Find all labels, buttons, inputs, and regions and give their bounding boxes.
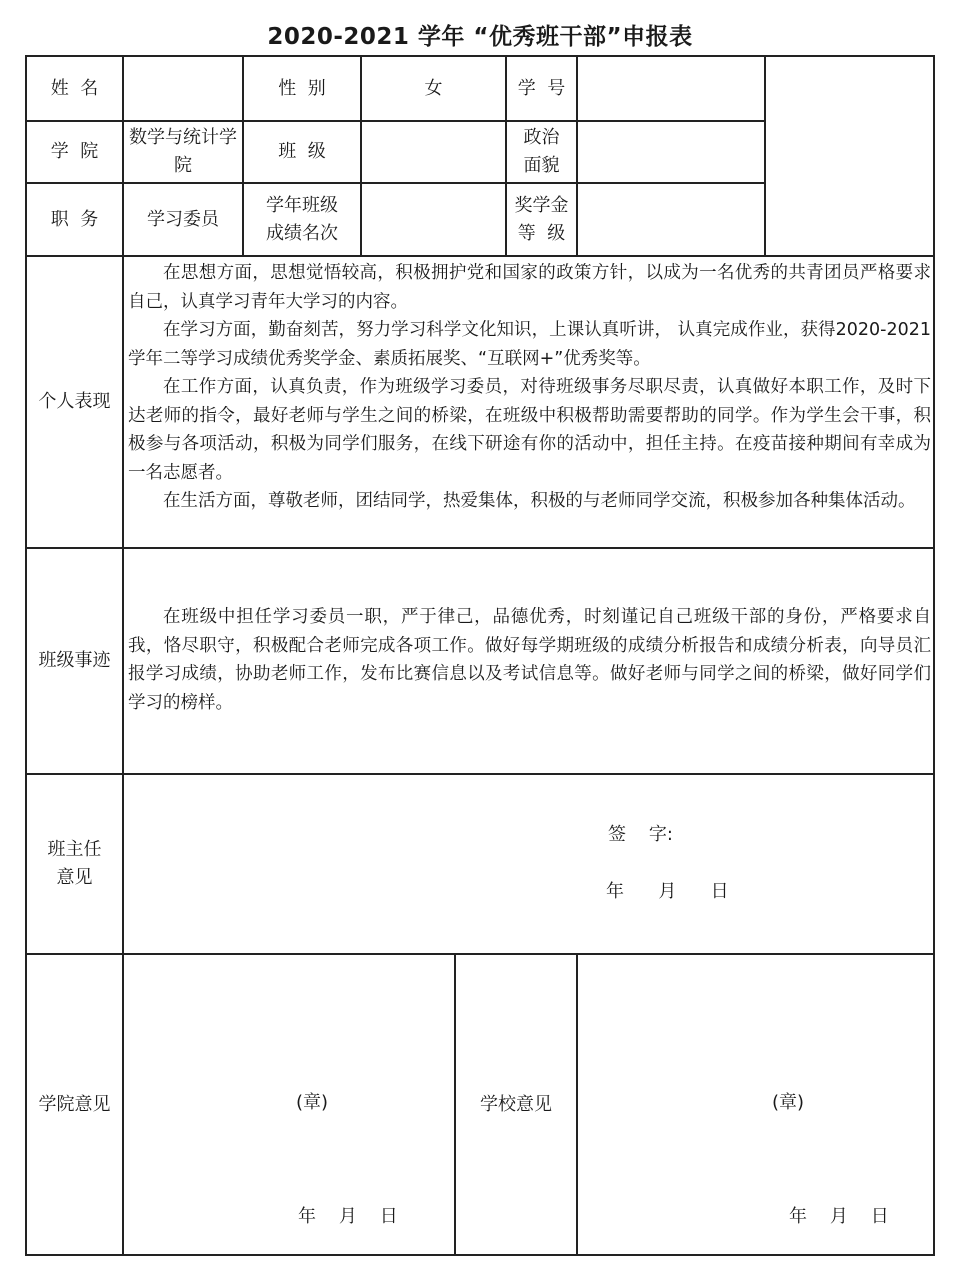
position-label: 职 务 bbox=[50, 208, 99, 230]
college-date-label: 年 月 日 bbox=[298, 1206, 398, 1227]
personal-performance-label: 个人表现 bbox=[38, 391, 111, 412]
political-status-field[interactable] bbox=[578, 122, 764, 182]
political-status-label: 政治面貌 bbox=[523, 127, 560, 176]
name-field[interactable] bbox=[124, 57, 242, 120]
class-rank-field[interactable] bbox=[362, 184, 505, 255]
school-opinion-label: 学校意见 bbox=[480, 1093, 552, 1115]
college-seal-label: (章) bbox=[296, 1092, 329, 1113]
form-title: 2020-2021 学年 “优秀班干部”申报表 bbox=[267, 24, 693, 50]
signature-label: 签 字: bbox=[608, 824, 673, 845]
school-seal-label: (章) bbox=[772, 1092, 805, 1113]
personal-paragraph: 在学习方面，勤奋刻苦，努力学习科学文化知识，上课认真听讲， 认真完成作业，获得2020-2021 学年二等学习成绩优秀奖学金、素质拓展奖、“互联网+”优秀奖等。 bbox=[128, 320, 931, 369]
college-opinion-label: 学院意见 bbox=[38, 1093, 111, 1115]
head-teacher-opinion-label: 班主任 意见 bbox=[47, 839, 102, 888]
teacher-date-label: 年 月 日 bbox=[606, 881, 729, 902]
head-teacher-opinion-field[interactable] bbox=[124, 775, 933, 953]
class-rank-label: 学年班级成绩名次 bbox=[266, 194, 338, 244]
personal-performance-text[interactable] bbox=[124, 259, 933, 516]
scholarship-field[interactable] bbox=[578, 184, 764, 255]
school-date-label: 年 月 日 bbox=[789, 1206, 889, 1227]
personal-paragraph: 在工作方面，认真负责，作为班级学习委员，对待班级事务尽职尽责，认真做好本职工作，及时下达老师的指令，最好老师与学生之间的桥梁，在班级中积极帮助需要帮助的同学。作为学生会干事，积极参与各项活动，积极为同学们服务，在线下研途有你的活动中，担任主持。在疫苗接种期间有幸成为一名志愿者。 bbox=[128, 377, 931, 483]
table-border-right bbox=[933, 55, 935, 1256]
row-divider bbox=[25, 255, 935, 257]
class-deeds-label: 班级事迹 bbox=[38, 650, 111, 671]
class-deeds-text[interactable] bbox=[124, 603, 933, 717]
student-id-label: 学 号 bbox=[517, 77, 566, 99]
personal-paragraph: 在生活方面，尊敬老师，团结同学，热爱集体，积极的与老师同学交流，积极参加各种集体活动。 bbox=[163, 491, 916, 511]
class-field[interactable] bbox=[362, 122, 505, 182]
college-field[interactable]: 数学与统计学院 bbox=[129, 127, 237, 176]
name-label: 姓 名 bbox=[50, 77, 99, 99]
class-deeds-paragraph: 在班级中担任学习委员一职，严于律己，品德优秀，时刻谨记自己班级干部的身份，严格要求自我，恪尽职守，积极配合老师完成各项工作。做好每学期班级的成绩分析报告和成绩分析表，向导员汇报学习成绩，协助老师工作，发布比赛信息以及考试信息等。做好老师与同学之间的桥梁，做好同学们学习的榜样。 bbox=[128, 607, 931, 713]
student-id-field[interactable] bbox=[578, 57, 764, 120]
gender-label: 性 别 bbox=[278, 77, 326, 99]
scholarship-label: 奖学金等 级 bbox=[514, 194, 569, 244]
position-field[interactable]: 学习委员 bbox=[147, 208, 219, 230]
class-label: 班 级 bbox=[278, 141, 326, 162]
college-label: 学 院 bbox=[50, 141, 99, 162]
gender-field[interactable]: 女 bbox=[424, 77, 443, 99]
photo-area[interactable] bbox=[766, 57, 933, 255]
college-opinion-field[interactable] bbox=[124, 955, 454, 1254]
row-divider bbox=[25, 547, 935, 549]
personal-paragraph: 在思想方面，思想觉悟较高，积极拥护党和国家的政策方针，以成为一名优秀的共青团员严格要求自己，认真学习青年大学习的内容。 bbox=[128, 263, 931, 312]
table-border-bottom bbox=[25, 1254, 935, 1256]
